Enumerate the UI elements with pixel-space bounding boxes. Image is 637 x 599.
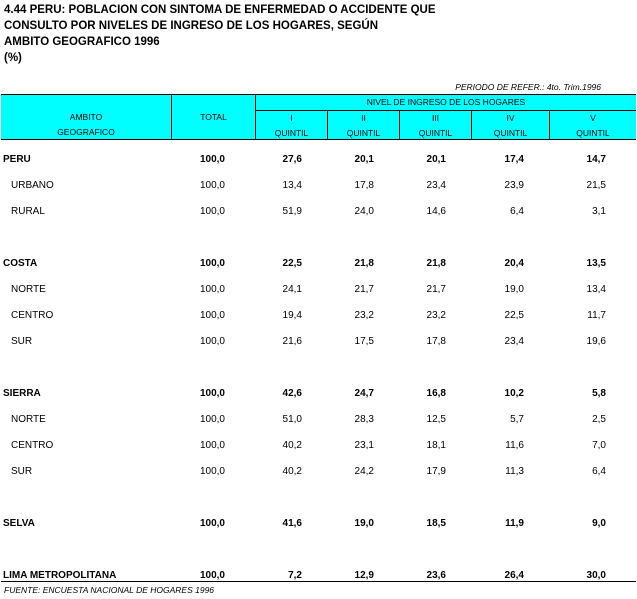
table-row <box>0 180 637 194</box>
cell-quintil-1: 24,1 <box>282 284 302 295</box>
row-label: SUR <box>11 466 33 477</box>
cell-quintil-5: 13,5 <box>586 258 606 269</box>
cell-quintil-3: 23,6 <box>426 570 446 581</box>
cell-quintil-5: 6,4 <box>592 466 606 477</box>
cell-total: 100,0 <box>199 440 225 451</box>
cell-quintil-3: 23,2 <box>426 310 446 321</box>
row-label: COSTA <box>3 258 38 269</box>
cell-quintil-4: 20,4 <box>504 258 524 269</box>
cell-total: 100,0 <box>199 570 225 581</box>
cell-total: 100,0 <box>199 284 225 295</box>
cell-quintil-1: 40,2 <box>282 440 302 451</box>
cell-total: 100,0 <box>199 336 225 347</box>
cell-quintil-1: 27,6 <box>282 154 302 165</box>
cell-quintil-4: 19,0 <box>504 284 524 295</box>
cell-total: 100,0 <box>199 414 225 425</box>
cell-quintil-2: 17,5 <box>354 336 374 347</box>
cell-quintil-4: 11,3 <box>505 466 524 477</box>
row-label: URBANO <box>11 180 54 191</box>
row-label: CENTRO <box>11 310 54 321</box>
cell-quintil-4: 23,9 <box>504 180 524 191</box>
cell-quintil-3: 16,8 <box>426 388 446 399</box>
row-label: NORTE <box>11 414 46 425</box>
cell-total: 100,0 <box>199 518 225 529</box>
cell-quintil-5: 3,1 <box>592 206 606 217</box>
row-label: SELVA <box>3 518 35 529</box>
table-row <box>0 258 637 272</box>
table-row <box>0 206 637 220</box>
cell-quintil-5: 7,0 <box>592 440 606 451</box>
cell-total: 100,0 <box>199 388 225 399</box>
cell-quintil-4: 10,2 <box>504 388 524 399</box>
cell-quintil-1: 42,6 <box>282 388 302 399</box>
cell-total: 100,0 <box>199 154 225 165</box>
cell-quintil-5: 19,6 <box>586 336 606 347</box>
row-label: RURAL <box>11 206 45 217</box>
row-label: CENTRO <box>11 440 54 451</box>
cell-quintil-2: 24,2 <box>354 466 374 477</box>
row-label: SUR <box>11 336 33 347</box>
row-label: SIERRA <box>3 388 41 399</box>
row-label: LIMA METROPOLITANA <box>3 570 117 581</box>
cell-quintil-2: 17,8 <box>354 180 374 191</box>
cell-quintil-3: 18,5 <box>426 518 446 529</box>
cell-quintil-3: 21,8 <box>426 258 446 269</box>
cell-total: 100,0 <box>199 180 225 191</box>
cell-quintil-3: 21,7 <box>426 284 446 295</box>
cell-quintil-5: 9,0 <box>592 518 606 529</box>
cell-quintil-5: 21,5 <box>586 180 606 191</box>
cell-quintil-2: 21,8 <box>354 258 374 269</box>
table-header <box>1 94 636 140</box>
cell-quintil-5: 14,7 <box>586 154 606 165</box>
cell-quintil-1: 7,2 <box>288 570 302 581</box>
table-row <box>0 154 637 168</box>
header-total: TOTAL <box>200 112 227 122</box>
cell-quintil-2: 28,3 <box>354 414 374 425</box>
cell-quintil-4: 23,4 <box>504 336 524 347</box>
cell-quintil-5: 5,8 <box>592 388 606 399</box>
cell-quintil-5: 2,5 <box>592 414 606 425</box>
cell-quintil-1: 51,9 <box>282 206 302 217</box>
table-row <box>0 518 637 532</box>
cell-quintil-2: 20,1 <box>354 154 374 165</box>
source-note: FUENTE: ENCUESTA NACIONAL DE HOGARES 1996 <box>4 585 215 595</box>
cell-quintil-4: 22,5 <box>504 310 524 321</box>
header-ambito: AMBITO GEOGRAFICO <box>57 112 115 137</box>
header-quintil-2: II QUINTIL <box>346 113 381 138</box>
cell-total: 100,0 <box>199 258 225 269</box>
cell-quintil-4: 11,9 <box>505 518 524 529</box>
cell-quintil-1: 22,5 <box>282 258 302 269</box>
row-label: PERU <box>3 154 31 165</box>
cell-quintil-4: 26,4 <box>504 570 524 581</box>
cell-quintil-3: 23,4 <box>426 180 446 191</box>
cell-quintil-5: 11,7 <box>587 310 606 321</box>
title-line-2: CONSULTO POR NIVELES DE INGRESO DE LOS HOGARES, SEGÚN <box>4 20 379 32</box>
table-row <box>0 284 637 298</box>
cell-quintil-1: 19,4 <box>282 310 302 321</box>
cell-quintil-4: 11,6 <box>505 440 524 451</box>
cell-quintil-2: 24,0 <box>354 206 374 217</box>
cell-total: 100,0 <box>199 310 225 321</box>
header-quintil-3: III QUINTIL <box>418 113 453 138</box>
title-line-4: (%) <box>4 52 22 64</box>
cell-quintil-4: 5,7 <box>510 414 524 425</box>
cell-quintil-2: 23,1 <box>354 440 374 451</box>
cell-quintil-3: 17,9 <box>426 466 446 477</box>
table-bottom-rule <box>1 581 636 582</box>
cell-quintil-2: 24,7 <box>354 388 374 399</box>
cell-quintil-1: 21,6 <box>282 336 302 347</box>
header-quintil-1: I QUINTIL <box>274 113 309 138</box>
reference-period: PERIODO DE REFER.: 4to. Trim.1996 <box>455 82 601 92</box>
cell-total: 100,0 <box>199 466 225 477</box>
cell-quintil-1: 41,6 <box>282 518 302 529</box>
row-label: NORTE <box>11 284 46 295</box>
table-row <box>0 388 637 402</box>
cell-quintil-3: 12,5 <box>426 414 446 425</box>
cell-quintil-2: 19,0 <box>354 518 374 529</box>
table-row <box>0 414 637 428</box>
table-row <box>0 466 637 480</box>
cell-quintil-4: 6,4 <box>510 206 524 217</box>
header-quintil-4: IV QUINTIL <box>493 113 528 138</box>
table-title <box>4 2 504 66</box>
title-line-1: 4.44 PERU: POBLACION CON SINTOMA DE ENFERMEDAD O ACCIDENTE QUE <box>4 4 436 16</box>
cell-quintil-2: 23,2 <box>354 310 374 321</box>
header-quintil-5: V QUINTIL <box>576 113 610 138</box>
cell-quintil-1: 51,0 <box>282 414 302 425</box>
cell-quintil-4: 17,4 <box>504 154 524 165</box>
cell-total: 100,0 <box>199 206 225 217</box>
cell-quintil-3: 20,1 <box>426 154 446 165</box>
cell-quintil-3: 18,1 <box>426 440 446 451</box>
cell-quintil-2: 12,9 <box>354 570 374 581</box>
cell-quintil-5: 30,0 <box>586 570 606 581</box>
cell-quintil-3: 17,8 <box>426 336 446 347</box>
header-nivel: NIVEL DE INGRESO DE LOS HOGARES <box>366 97 526 107</box>
title-line-3: AMBITO GEOGRAFICO 1996 <box>4 36 160 48</box>
table-row <box>0 440 637 454</box>
table-row <box>0 310 637 324</box>
cell-quintil-3: 14,6 <box>426 206 446 217</box>
cell-quintil-2: 21,7 <box>354 284 374 295</box>
table-row <box>0 336 637 350</box>
cell-quintil-1: 13,4 <box>282 180 302 191</box>
cell-quintil-1: 40,2 <box>282 466 302 477</box>
cell-quintil-5: 13,4 <box>586 284 606 295</box>
